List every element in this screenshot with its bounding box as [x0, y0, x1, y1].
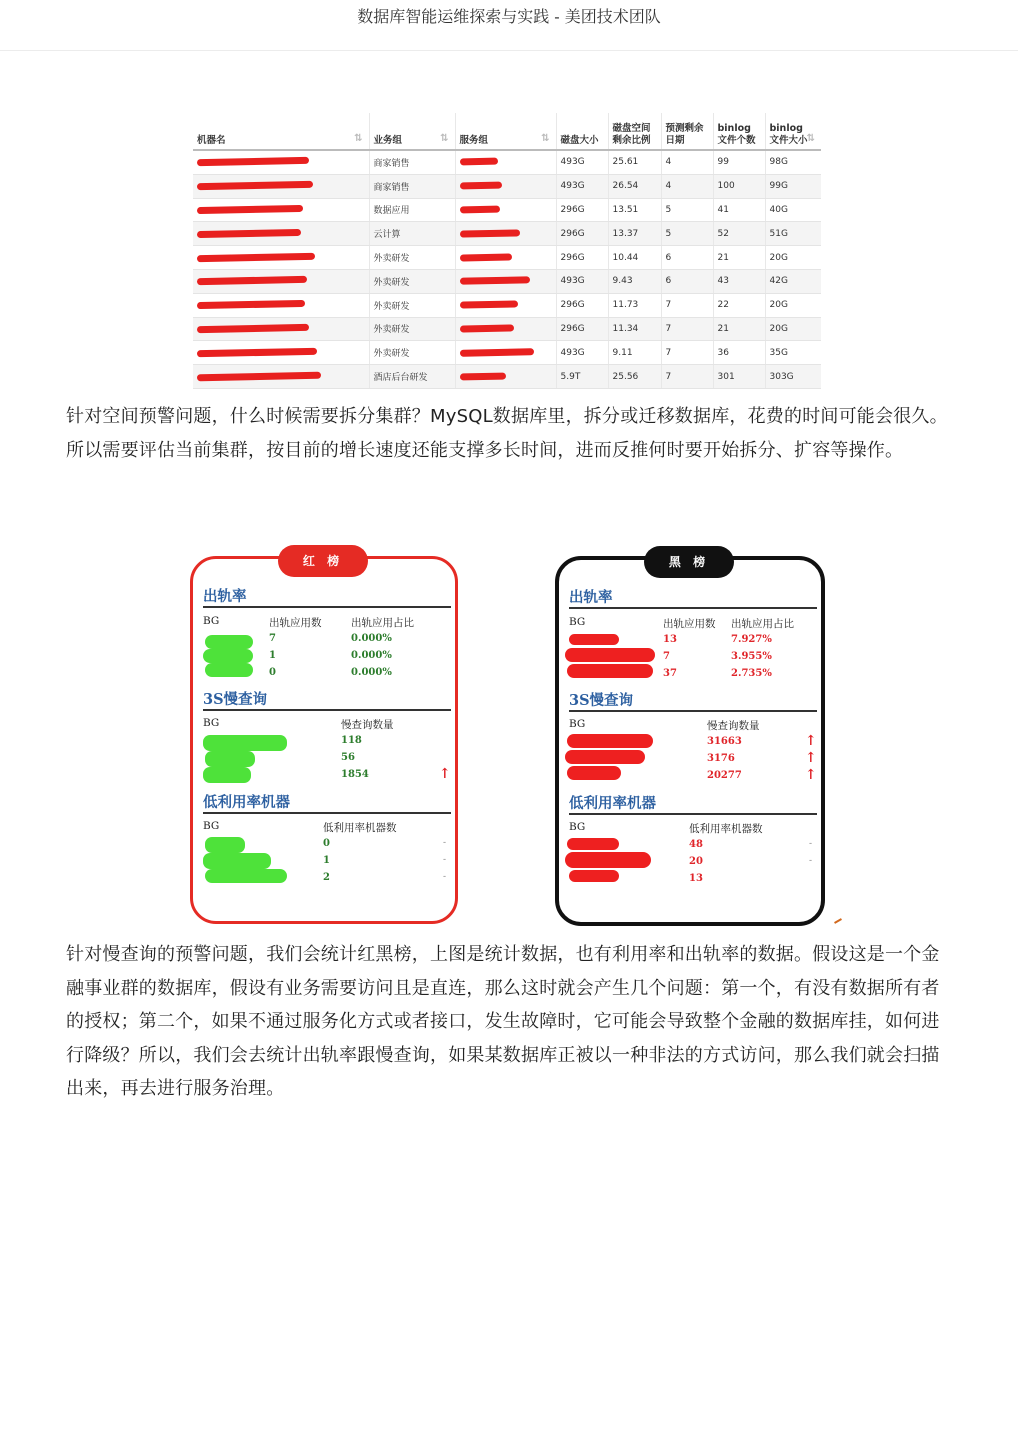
service-group-cell-redacted: [455, 269, 556, 293]
trend-dash: -: [809, 839, 813, 849]
up-arrow-icon: ↑: [805, 767, 817, 783]
derail-ratio: 2.735%: [731, 668, 772, 679]
ratio-cell: 25.61: [608, 150, 661, 174]
redacted-bg-names: [205, 663, 253, 677]
slow-query-count-header: 慢查询数量: [707, 720, 760, 732]
size-cell: 51G: [765, 222, 821, 246]
table-row: [193, 246, 821, 270]
slow-query-count: 1854: [341, 769, 369, 780]
low-utilization-title: 低利用率机器: [569, 795, 656, 812]
derail-ratio-header: 出轨应用占比: [351, 617, 414, 629]
low-utilization-count: 20: [689, 856, 703, 867]
section-divider: [203, 812, 451, 814]
business-group-cell: 商家销售: [369, 174, 455, 198]
redacted-bg-names: [203, 649, 253, 663]
disk-cell: 493G: [556, 150, 608, 174]
red-board-card: [190, 556, 458, 924]
redacted-bg-names: [569, 870, 619, 882]
count-cell: 22: [713, 293, 765, 317]
slow-query-count: 3176: [707, 753, 735, 764]
redaction-mark: [197, 300, 305, 309]
up-arrow-icon: ↑: [439, 766, 451, 782]
service-group-cell-redacted: [455, 174, 556, 198]
low-utilization-count: 13: [689, 873, 703, 884]
slow-query-title: 3S慢查询: [203, 691, 268, 708]
disk-cell: 493G: [556, 341, 608, 365]
col-header-free-ratio[interactable]: 磁盘空间 剩余比例: [608, 113, 661, 150]
count-cell: 41: [713, 198, 765, 222]
days-cell: 5: [661, 198, 713, 222]
low-utilization-count: 48: [689, 839, 703, 850]
ratio-cell: 9.11: [608, 341, 661, 365]
redaction-mark: [459, 324, 513, 332]
low-utilization-count: 1: [323, 855, 330, 866]
col-header-binlog-size[interactable]: binlog 文件大小 ⇅: [765, 113, 821, 150]
redacted-bg-names: [567, 766, 621, 780]
bg-column-header: BG: [569, 821, 586, 833]
redacted-bg-names: [205, 751, 255, 767]
paragraph-slow-query-warning: 针对慢查询的预警问题，我们会统计红黑榜，上图是统计数据，也有利用率和出轨率的数据。假设这是一个金融事业群的数据库，假设有业务需要访问且是直连，那么这时就会产生几个问题：第一个，有没有数据所有者的授权；第二个，如果不通过服务化方式或者接口，发生故障时，它可能会导致整个金融的数据库挂，如何进行降级？所以，我们会去统计出轨率跟慢查询，如果某数据库正被以一种非法的方式访问，那么我们就会扫描出来，再去进行服务治理。: [66, 944, 940, 1099]
business-group-cell: 外卖研发: [369, 317, 455, 341]
ratio-cell: 11.34: [608, 317, 661, 341]
disk-cell: 493G: [556, 174, 608, 198]
decorative-mark: [834, 918, 842, 924]
size-cell: 98G: [765, 150, 821, 174]
table-row: [193, 150, 821, 174]
redacted-bg-names: [565, 852, 651, 868]
service-group-cell-redacted: [455, 198, 556, 222]
table-row: [193, 365, 821, 389]
bg-column-header: BG: [203, 615, 220, 627]
service-group-cell-redacted: [455, 150, 556, 174]
business-group-cell: 外卖研发: [369, 341, 455, 365]
bg-column-header: BG: [203, 717, 220, 729]
service-group-cell-redacted: [455, 246, 556, 270]
host-cell-redacted: [193, 150, 369, 174]
derail-rate-title: 出轨率: [569, 589, 613, 606]
days-cell: 4: [661, 174, 713, 198]
disk-space-table-image: [193, 113, 821, 384]
col-header-predicted-days[interactable]: 预测剩余 日期: [661, 113, 713, 150]
redaction-mark: [197, 229, 301, 238]
redaction-mark: [459, 372, 505, 380]
redaction-mark: [459, 206, 499, 214]
disk-space-table: [193, 113, 821, 389]
host-cell-redacted: [193, 341, 369, 365]
ratio-cell: 26.54: [608, 174, 661, 198]
host-cell-redacted: [193, 365, 369, 389]
derail-ratio: 7.927%: [731, 634, 772, 645]
black-board-card: [555, 556, 825, 926]
col-header-host[interactable]: 机器名 ⇅: [193, 113, 369, 150]
disk-cell: 296G: [556, 198, 608, 222]
redaction-mark: [459, 229, 519, 237]
redacted-bg-names: [565, 750, 645, 764]
disk-cell: 296G: [556, 293, 608, 317]
disk-cell: 296G: [556, 317, 608, 341]
redaction-mark: [197, 205, 303, 214]
section-divider: [569, 607, 817, 609]
size-cell: 40G: [765, 198, 821, 222]
days-cell: 5: [661, 222, 713, 246]
redaction-mark: [459, 158, 497, 166]
business-group-cell: 外卖研发: [369, 246, 455, 270]
derail-ratio: 0.000%: [351, 633, 392, 644]
derail-count: 7: [663, 651, 670, 662]
up-arrow-icon: ↑: [805, 750, 817, 766]
days-cell: 7: [661, 293, 713, 317]
table-row: [193, 317, 821, 341]
slow-query-count: 31663: [707, 736, 742, 747]
derail-ratio: 3.955%: [731, 651, 772, 662]
redacted-bg-names: [205, 635, 253, 649]
redaction-mark: [197, 276, 307, 285]
derail-count: 0: [269, 667, 276, 678]
count-cell: 21: [713, 246, 765, 270]
host-cell-redacted: [193, 246, 369, 270]
redaction-mark: [459, 348, 533, 357]
table-header-row: [193, 113, 821, 150]
derail-ratio: 0.000%: [351, 667, 392, 678]
business-group-cell: 外卖研发: [369, 269, 455, 293]
host-cell-redacted: [193, 293, 369, 317]
host-cell-redacted: [193, 317, 369, 341]
count-cell: 36: [713, 341, 765, 365]
days-cell: 7: [661, 341, 713, 365]
low-utilization-count-header: 低利用率机器数: [323, 822, 397, 834]
host-cell-redacted: [193, 174, 369, 198]
disk-cell: 493G: [556, 269, 608, 293]
slow-query-count: 20277: [707, 770, 742, 781]
col-header-binlog-count[interactable]: binlog 文件个数: [713, 113, 765, 150]
redaction-mark: [197, 348, 317, 358]
derail-ratio: 0.000%: [351, 650, 392, 661]
count-cell: 100: [713, 174, 765, 198]
table-row: [193, 341, 821, 365]
host-cell-redacted: [193, 222, 369, 246]
size-cell: 20G: [765, 317, 821, 341]
redacted-bg-names: [567, 838, 619, 850]
trend-dash: -: [809, 856, 813, 866]
redaction-mark: [197, 252, 315, 261]
col-header-disk-size[interactable]: 磁盘大小: [556, 113, 608, 150]
redaction-mark: [459, 253, 511, 261]
redaction-mark: [197, 324, 309, 333]
table-row: [193, 222, 821, 246]
low-utilization-count: 0: [323, 838, 330, 849]
redacted-bg-names: [565, 648, 655, 662]
derail-count: 13: [663, 634, 677, 645]
derail-ratio-header: 出轨应用占比: [731, 618, 794, 630]
size-cell: 20G: [765, 246, 821, 270]
days-cell: 6: [661, 269, 713, 293]
derail-count: 37: [663, 668, 677, 679]
redacted-bg-names: [569, 634, 619, 645]
slow-query-count-header: 慢查询数量: [341, 719, 394, 731]
col-header-business-group[interactable]: 业务组 ⇅: [369, 113, 455, 150]
table-row: [193, 174, 821, 198]
slow-query-count: 118: [341, 735, 362, 746]
low-utilization-count: 2: [323, 872, 330, 883]
days-cell: 4: [661, 150, 713, 174]
service-group-cell-redacted: [455, 222, 556, 246]
size-cell: 42G: [765, 269, 821, 293]
redaction-mark: [197, 157, 309, 166]
size-cell: 303G: [765, 365, 821, 389]
ratio-cell: 13.51: [608, 198, 661, 222]
up-arrow-icon: ↑: [805, 733, 817, 749]
slow-query-title: 3S慢查询: [569, 692, 634, 709]
host-cell-redacted: [193, 269, 369, 293]
trend-dash: -: [443, 838, 447, 848]
business-group-cell: 数据应用: [369, 198, 455, 222]
redacted-bg-names: [205, 837, 245, 853]
business-group-cell: 云计算: [369, 222, 455, 246]
redaction-mark: [197, 371, 321, 381]
disk-cell: 296G: [556, 246, 608, 270]
count-cell: 21: [713, 317, 765, 341]
low-utilization-count-header: 低利用率机器数: [689, 823, 763, 835]
trend-dash: -: [443, 855, 447, 865]
col-header-service-group[interactable]: 服务组 ⇅: [455, 113, 556, 150]
derail-count-header: 出轨应用数: [269, 617, 322, 629]
count-cell: 52: [713, 222, 765, 246]
business-group-cell: 商家销售: [369, 150, 455, 174]
redaction-mark: [197, 181, 313, 190]
service-group-cell-redacted: [455, 341, 556, 365]
black-board-badge: 黑 榜: [644, 546, 734, 578]
ratio-cell: 9.43: [608, 269, 661, 293]
count-cell: 301: [713, 365, 765, 389]
size-cell: 35G: [765, 341, 821, 365]
red-board-badge: 红 榜: [278, 545, 368, 577]
service-group-cell-redacted: [455, 293, 556, 317]
redaction-mark: [459, 277, 529, 285]
section-divider: [203, 709, 451, 711]
table-row: [193, 198, 821, 222]
days-cell: 7: [661, 317, 713, 341]
low-utilization-title: 低利用率机器: [203, 794, 290, 811]
table-row: [193, 293, 821, 317]
days-cell: 7: [661, 365, 713, 389]
section-divider: [569, 710, 817, 712]
table-row: [193, 269, 821, 293]
bg-column-header: BG: [569, 616, 586, 628]
section-divider: [203, 606, 451, 608]
redacted-bg-names: [567, 734, 653, 748]
size-cell: 99G: [765, 174, 821, 198]
section-divider: [569, 813, 817, 815]
host-cell-redacted: [193, 198, 369, 222]
count-cell: 43: [713, 269, 765, 293]
derail-count: 7: [269, 633, 276, 644]
paragraph-space-warning: 针对空间预警问题，什么时候需要拆分集群？MySQL数据库里，拆分或迁移数据库，花费的时间可能会很久。所以需要评估当前集群，按目前的增长速度还能支撑多长时间，进而反推何时要开始拆分、扩容等操作。: [66, 406, 948, 461]
derail-count: 1: [269, 650, 276, 661]
redacted-bg-names: [203, 735, 287, 751]
service-group-cell-redacted: [455, 317, 556, 341]
ratio-cell: 13.37: [608, 222, 661, 246]
disk-cell: 5.9T: [556, 365, 608, 389]
bg-column-header: BG: [203, 820, 220, 832]
redaction-mark: [459, 301, 517, 309]
redacted-bg-names: [203, 767, 251, 783]
business-group-cell: 酒店后台研发: [369, 365, 455, 389]
business-group-cell: 外卖研发: [369, 293, 455, 317]
days-cell: 6: [661, 246, 713, 270]
redacted-bg-names: [205, 869, 287, 883]
ratio-cell: 11.73: [608, 293, 661, 317]
disk-cell: 296G: [556, 222, 608, 246]
redaction-mark: [459, 182, 501, 190]
service-group-cell-redacted: [455, 365, 556, 389]
slow-query-count: 56: [341, 752, 355, 763]
ratio-cell: 25.56: [608, 365, 661, 389]
page-header: 数据库智能运维探索与实践 - 美团技术团队: [0, 0, 1018, 51]
count-cell: 99: [713, 150, 765, 174]
derail-rate-title: 出轨率: [203, 588, 247, 605]
redacted-bg-names: [567, 664, 653, 678]
derail-count-header: 出轨应用数: [663, 618, 716, 630]
trend-dash: -: [443, 872, 447, 882]
redacted-bg-names: [203, 853, 271, 869]
ratio-cell: 10.44: [608, 246, 661, 270]
size-cell: 20G: [765, 293, 821, 317]
bg-column-header: BG: [569, 718, 586, 730]
